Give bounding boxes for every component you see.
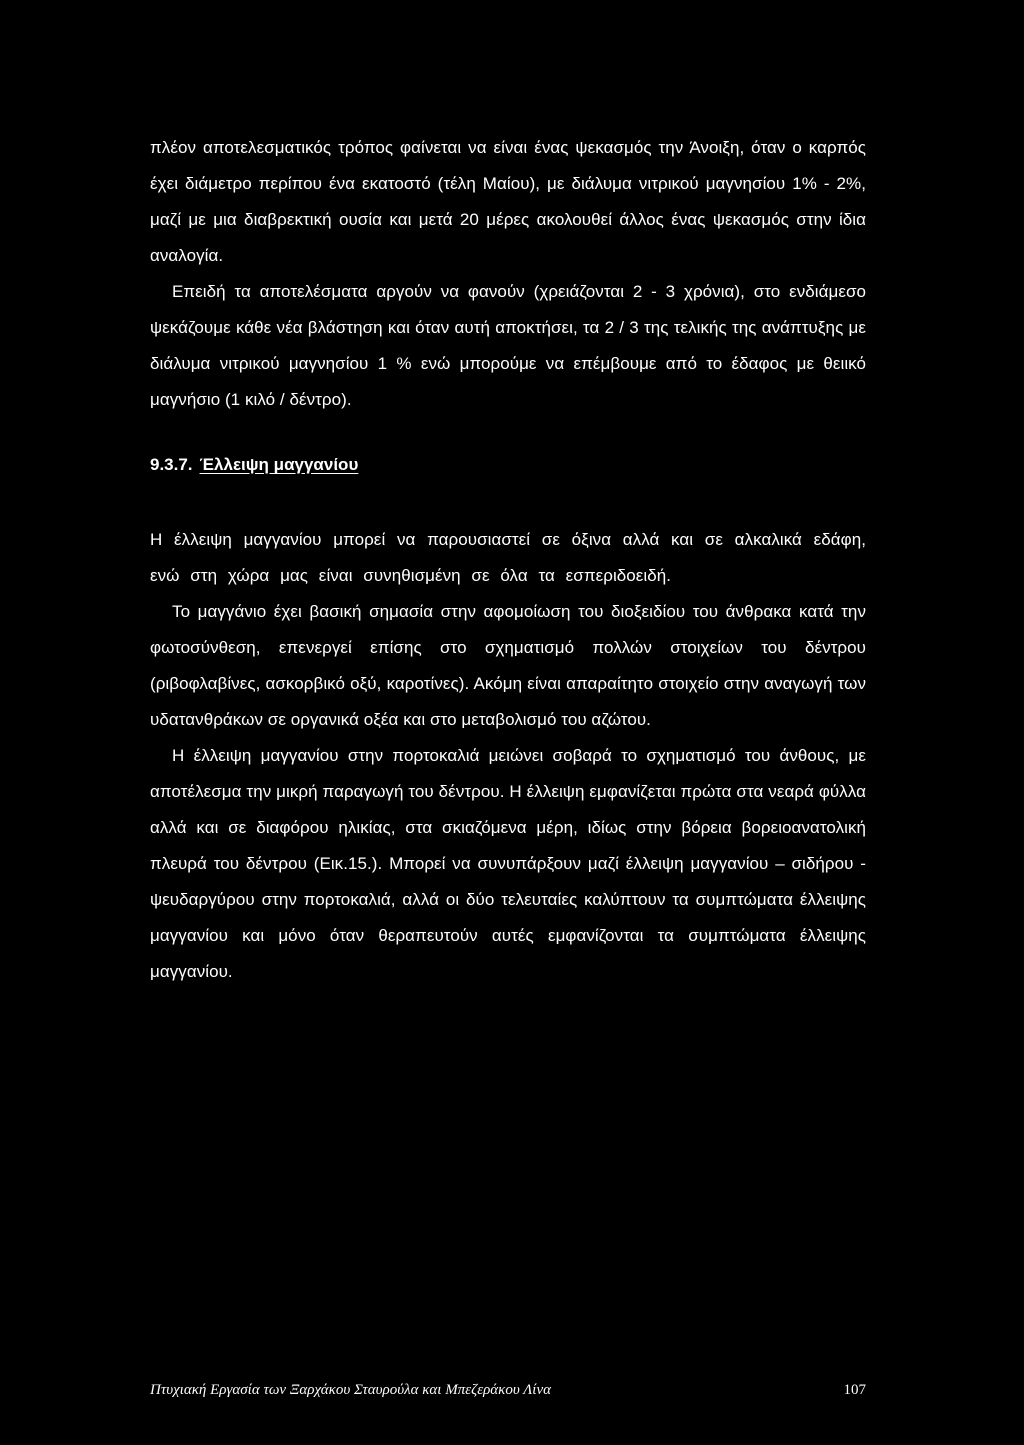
page-number: 107 [843, 1382, 866, 1398]
page-footer [150, 1378, 866, 1402]
section-heading [150, 452, 358, 478]
paragraph-manganese-deficiency: Η έλλειψη μαγγανίου στην πορτοκαλιά μειώνει σοβαρά το σχηματισμό του άνθους, με αποτέλεσμα την μικρή παραγωγή του δέντρου. Η έλλειψη εμφανίζεται πρώτα στα νεαρά φύλλα αλλά και σε διαφόρου ηλικίας, στα σκιαζόμενα μέρη, ιδίως στην βόρεια βορειοανατολική πλευρά του δέντρου (Εικ.15.). Μπορεί να συνυπάρξουν μαζί έλλειψη μαγγανίου – σιδήρου - ψευδαργύρου στην πορτοκαλιά, αλλά οι δύο τελευταίες καλύπτουν τα συμπτώματα έλλειψης μαγγανίου και μόνο όταν θεραπευτούν αυτές εμφανίζονται τα συμπτώματα έλλειψης μαγγανίου. [150, 746, 866, 981]
paragraph-results-delay: Επειδή τα αποτελέσματα αργούν να φανούν (χρειάζονται 2 - 3 χρόνια), στο ενδιάμεσο ψεκάζουμε κάθε νέα βλάστηση και όταν αυτή αποκτήσει, τα 2 / 3 της τελικής της ανάπτυξης με διάλυμα νιτρικού μαγνησίου 1 % ενώ μπορούμε να επέμβουμε από το έδαφος με θειικό μαγνήσιο (1 κιλό / δέντρο). [150, 282, 866, 409]
section-title: Έλλειψη μαγγανίου [199, 455, 359, 474]
body-text-top [150, 130, 866, 418]
paragraph-manganese-intro: Η έλλειψη μαγγανίου μπορεί να παρουσιαστεί σε όξινα αλλά και σε αλκαλικά εδάφη, ενώ στη χώρα μας είναι συνηθισμένη σε όλα τα εσπεριδοειδή. [150, 530, 866, 585]
paragraph-spraying-method: πλέον αποτελεσματικός τρόπος φαίνεται να είναι ένας ψεκασμός την Άνοιξη, όταν ο καρπός έχει διάμετρο περίπου ένα εκατοστό (τέλη Μαίου), με διάλυμα νιτρικού μαγνησίου 1% - 2%, μαζί με μια διαβρεκτική ουσία και μετά 20 μέρες ακολουθεί άλλος ένας ψεκασμός στην ίδια αναλογία. [150, 138, 866, 265]
body-text-section [150, 522, 866, 990]
paragraph-manganese-role: Το μαγγάνιο έχει βασική σημασία στην αφομοίωση του διοξειδίου του άνθρακα κατά την φωτοσύνθεση, επενεργεί επίσης στο σχηματισμό πολλών στοιχείων του δέντρου (ριβοφλαβίνες, ασκορβικό οξύ, καροτίνες). Ακόμη είναι απαραίτητο στοιχείο στην αναγωγή των υδατανθράκων σε οργανικά οξέα και στο μεταβολισμό του αζώτου. [150, 602, 866, 729]
section-number: 9.3.7. [150, 455, 193, 474]
footer-authors: Πτυχιακή Εργασία των Ξαρχάκου Σταυρούλα και Μπεζεράκου Λίνα [150, 1382, 551, 1398]
